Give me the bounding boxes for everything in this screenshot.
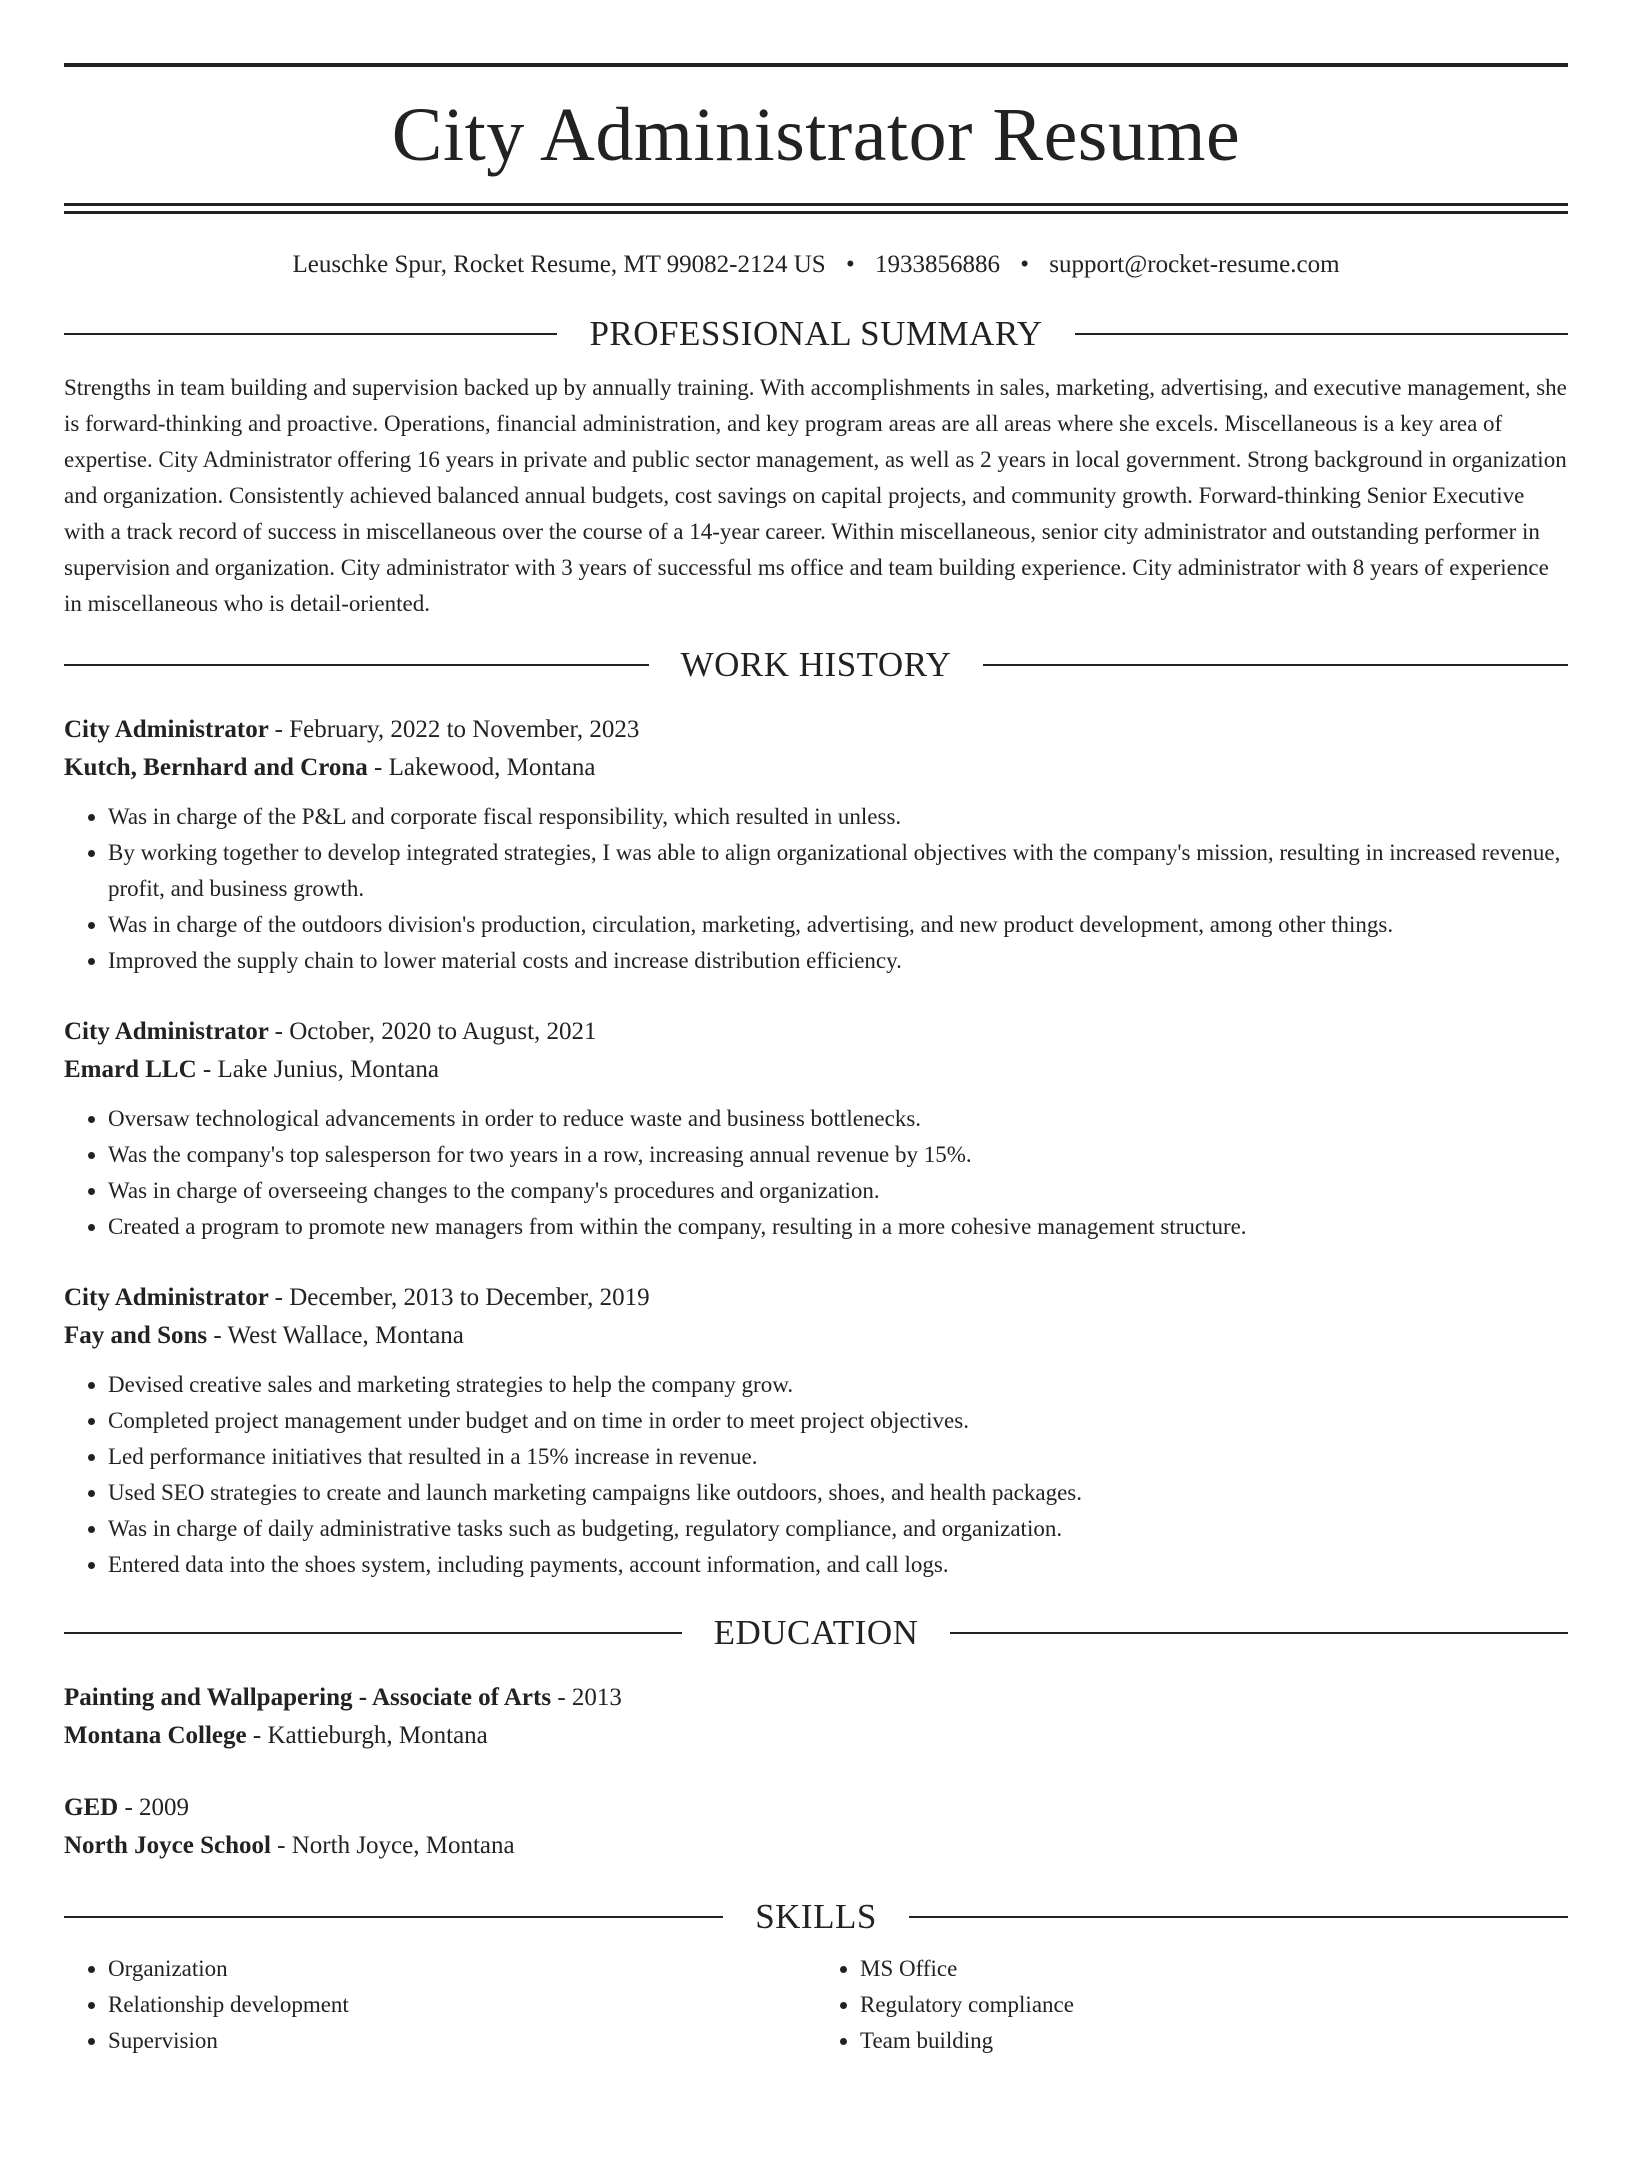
list-item: • Was in charge of daily administrative tasks such as budgeting, regulatory compliance, and organization. (108, 1511, 1568, 1547)
job-company-line (64, 749, 1568, 787)
skills-heading (64, 1897, 1568, 1937)
job-title: City Administrator (64, 1284, 269, 1311)
contact-line (64, 250, 1568, 280)
list-item: • Was in charge of overseeing changes to the company's procedures and organization. (108, 1173, 1568, 1209)
job-company-line (64, 1317, 1568, 1355)
list-item: • Organization (108, 1951, 816, 1987)
education-heading-label: EDUCATION (713, 1613, 919, 1652)
skills-list-right (816, 1951, 1568, 2059)
work-history-heading (64, 645, 1568, 685)
job-title-line (64, 1279, 1568, 1317)
heading-rule (983, 664, 1568, 666)
contact-phone: 1933856886 (874, 251, 1000, 278)
education-year: - 2009 (118, 1794, 190, 1821)
job-entry (64, 1279, 1568, 1583)
education-degree-line (64, 1789, 1568, 1827)
education-school: Montana College (64, 1722, 247, 1749)
list-item: • Relationship development (108, 1987, 816, 2023)
list-item: • Used SEO strategies to create and launch marketing campaigns like outdoors, shoes, and health packages. (108, 1475, 1568, 1511)
heading-rule (950, 1632, 1568, 1634)
list-item: • Created a program to promote new managers from within the company, resulting in a more cohesive management structure. (108, 1209, 1568, 1245)
list-item: • Improved the supply chain to lower material costs and increase distribution efficiency. (108, 943, 1568, 979)
contact-address: Leuschke Spur, Rocket Resume, MT 99082-2124 US (292, 251, 826, 278)
list-item: • Devised creative sales and marketing strategies to help the company grow. (108, 1367, 1568, 1403)
list-item: • Supervision (108, 2023, 816, 2059)
list-item: • Led performance initiatives that resulted in a 15% increase in revenue. (108, 1439, 1568, 1475)
contact-separator: • (1020, 251, 1029, 278)
job-dates: - December, 2013 to December, 2019 (274, 1284, 650, 1311)
job-entry (64, 711, 1568, 979)
heading-rule (909, 1916, 1568, 1918)
job-company: Kutch, Bernhard and Crona (64, 754, 368, 781)
skills-columns (64, 1951, 1568, 2059)
job-title-line (64, 1013, 1568, 1051)
heading-rule (64, 664, 649, 666)
heading-rule (1075, 333, 1568, 335)
list-item: • MS Office (860, 1951, 1568, 1987)
job-title: City Administrator (64, 716, 269, 743)
resume-page (0, 63, 1632, 2175)
skills-list-left (64, 1951, 816, 2059)
resume-title: City Administrator Resume (391, 93, 1241, 177)
summary-heading-label: PROFESSIONAL SUMMARY (589, 314, 1043, 353)
job-bullets (64, 799, 1568, 979)
job-bullets (64, 1367, 1568, 1583)
list-item: • Completed project management under budget and on time in order to meet project objectives. (108, 1403, 1568, 1439)
education-entry (64, 1679, 1568, 1755)
job-title-line (64, 711, 1568, 749)
job-entry (64, 1013, 1568, 1245)
job-bullets (64, 1101, 1568, 1245)
list-item: • Entered data into the shoes system, including payments, account information, and call logs. (108, 1547, 1568, 1583)
work-history-heading-label: WORK HISTORY (680, 645, 952, 684)
job-dates: - February, 2022 to November, 2023 (274, 716, 640, 743)
job-location: - Lakewood, Montana (367, 754, 596, 781)
skills-heading-label: SKILLS (755, 1897, 877, 1936)
top-rule (64, 63, 1568, 67)
list-item: • Was the company's top salesperson for two years in a row, increasing annual revenue by 15%. (108, 1137, 1568, 1173)
job-title: City Administrator (64, 1018, 269, 1045)
education-degree: Painting and Wallpapering - Associate of Arts (64, 1684, 552, 1711)
contact-email: support@rocket-resume.com (1049, 251, 1340, 278)
list-item: • Was in charge of the P&L and corporate fiscal responsibility, which resulted in unless. (108, 799, 1568, 835)
list-item: • By working together to develop integrated strategies, I was able to align organizational objectives with the company's mission, resulting in increased revenue, profit, and business growth. (108, 835, 1568, 907)
education-entry (64, 1789, 1568, 1865)
education-location: - North Joyce, Montana (270, 1832, 515, 1859)
list-item: • Oversaw technological advancements in order to reduce waste and business bottlenecks. (108, 1101, 1568, 1137)
list-item: • Regulatory compliance (860, 1987, 1568, 2023)
education-location: - Kattieburgh, Montana (246, 1722, 488, 1749)
education-school-line (64, 1827, 1568, 1865)
education-year: - 2013 (551, 1684, 622, 1711)
heading-rule (64, 1916, 723, 1918)
education-school-line (64, 1717, 1568, 1755)
job-company: Fay and Sons (64, 1322, 208, 1349)
summary-heading (64, 314, 1568, 354)
job-location: - West Wallace, Montana (207, 1322, 464, 1349)
title-double-rule (64, 203, 1568, 214)
education-school: North Joyce School (64, 1832, 271, 1859)
job-company-line (64, 1051, 1568, 1089)
heading-rule (64, 1632, 682, 1634)
list-item: • Was in charge of the outdoors division's production, circulation, marketing, advertising, and new product development, among other things. (108, 907, 1568, 943)
job-location: - Lake Junius, Montana (196, 1056, 439, 1083)
list-item: • Team building (860, 2023, 1568, 2059)
education-degree-line (64, 1679, 1568, 1717)
heading-rule (64, 333, 557, 335)
job-dates: - October, 2020 to August, 2021 (274, 1018, 597, 1045)
education-degree: GED (64, 1794, 119, 1821)
education-heading (64, 1613, 1568, 1653)
summary-text: Strengths in team building and supervision backed up by annually training. With accomplishments in sales, marketing, advertising, and executive management, she is forward-thinking and proactive. Operations, financial administration, and key program areas are all areas where she excels. Miscellaneous is a key area of expertise. City Administrator offering 16 years in private and public sector management, as well as 2 years in local government. Strong background in organization and organization. Consistently achieved balanced annual budgets, cost savings on capital projects, and community growth. Forward-thinking Senior Executive with a track record of success in miscellaneous over the course of a 14-year career. Within miscellaneous, senior city administrator and outstanding performer in supervision and organization. City administrator with 3 years of successful ms office and team building experience. City administrator with 8 years of experience in miscellaneous who is detail-oriented. (64, 375, 1567, 616)
contact-separator: • (845, 251, 855, 278)
job-company: Emard LLC (64, 1056, 197, 1083)
